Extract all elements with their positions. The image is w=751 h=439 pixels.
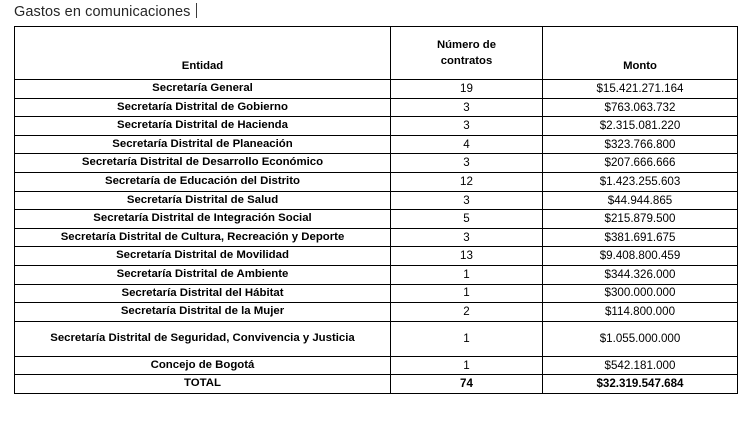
cell-total-contracts: 74: [391, 375, 543, 394]
cell-total-label: TOTAL: [15, 375, 391, 394]
expenses-table-container: [14, 26, 737, 394]
cell-entity: Secretaría General: [15, 80, 391, 99]
cell-contracts: 3: [391, 191, 543, 210]
cell-contracts: 13: [391, 247, 543, 266]
table-row: [15, 191, 738, 210]
cell-amount: $44.944.865: [543, 191, 738, 210]
column-header-contracts-line2: contratos: [440, 55, 493, 67]
cell-amount: $9.408.800.459: [543, 247, 738, 266]
column-header-entity: Entidad: [15, 27, 391, 80]
cell-contracts: 1: [391, 321, 543, 356]
table-row: [15, 228, 738, 247]
table-row: [15, 303, 738, 322]
table-header-row: [15, 27, 738, 80]
cell-entity: Secretaría Distrital de Desarrollo Económico: [15, 154, 391, 173]
cell-entity: Secretaría Distrital de la Mujer: [15, 303, 391, 322]
cell-entity: Secretaría Distrital de Hacienda: [15, 117, 391, 136]
cell-amount: $2.315.081.220: [543, 117, 738, 136]
cell-contracts: 3: [391, 154, 543, 173]
table-total-row: [15, 375, 738, 394]
cell-contracts: 3: [391, 98, 543, 117]
cell-amount: $15.421.271.164: [543, 80, 738, 99]
expenses-table: [14, 26, 738, 394]
table-row: [15, 154, 738, 173]
cell-contracts: 1: [391, 284, 543, 303]
cell-entity: Secretaría Distrital de Integración Social: [15, 210, 391, 229]
cell-entity: Secretaría Distrital de Ambiente: [15, 265, 391, 284]
cell-contracts: 1: [391, 265, 543, 284]
cell-contracts: 19: [391, 80, 543, 99]
cell-total-amount: $32.319.547.684: [543, 375, 738, 394]
table-body: [15, 80, 738, 394]
column-header-contracts: [391, 27, 543, 80]
cell-contracts: 5: [391, 210, 543, 229]
cell-amount: $300.000.000: [543, 284, 738, 303]
cell-amount: $1.423.255.603: [543, 172, 738, 191]
table-row: [15, 247, 738, 266]
table-header: [15, 27, 738, 80]
cell-contracts: 2: [391, 303, 543, 322]
table-row: [15, 98, 738, 117]
cell-amount: $344.326.000: [543, 265, 738, 284]
cell-entity: Secretaría Distrital de Cultura, Recreación y Deporte: [15, 228, 391, 247]
table-row: [15, 80, 738, 99]
cell-amount: $763.063.732: [543, 98, 738, 117]
cell-entity: Secretaría de Educación del Distrito: [15, 172, 391, 191]
cell-entity: Secretaría Distrital de Gobierno: [15, 98, 391, 117]
cell-amount: $381.691.675: [543, 228, 738, 247]
text-caret: [196, 3, 197, 18]
column-header-amount: Monto: [543, 27, 738, 80]
cell-entity: Secretaría Distrital de Planeación: [15, 135, 391, 154]
table-row: [15, 284, 738, 303]
column-header-contracts-line1: Número de: [436, 38, 496, 51]
cell-entity: Secretaría Distrital de Salud: [15, 191, 391, 210]
cell-contracts: 12: [391, 172, 543, 191]
table-row: [15, 135, 738, 154]
cell-entity: Concejo de Bogotá: [15, 356, 391, 375]
cell-entity: Secretaría Distrital del Hábitat: [15, 284, 391, 303]
cell-contracts: 1: [391, 356, 543, 375]
cell-amount: $323.766.800: [543, 135, 738, 154]
cell-entity: Secretaría Distrital de Seguridad, Convivencia y Justicia: [15, 321, 391, 356]
cell-amount: $207.666.666: [543, 154, 738, 173]
table-row: [15, 210, 738, 229]
table-row: [15, 321, 738, 356]
table-row: [15, 356, 738, 375]
cell-contracts: 3: [391, 117, 543, 136]
cell-amount: $1.055.000.000: [543, 321, 738, 356]
table-row: [15, 172, 738, 191]
cell-amount: $114.800.000: [543, 303, 738, 322]
table-row: [15, 117, 738, 136]
cell-entity: Secretaría Distrital de Movilidad: [15, 247, 391, 266]
cell-amount: $215.879.500: [543, 210, 738, 229]
cell-amount: $542.181.000: [543, 356, 738, 375]
page-title: [14, 2, 197, 22]
cell-contracts: 3: [391, 228, 543, 247]
table-row: [15, 265, 738, 284]
page-title-text: Gastos en comunicaciones: [14, 4, 191, 20]
cell-contracts: 4: [391, 135, 543, 154]
